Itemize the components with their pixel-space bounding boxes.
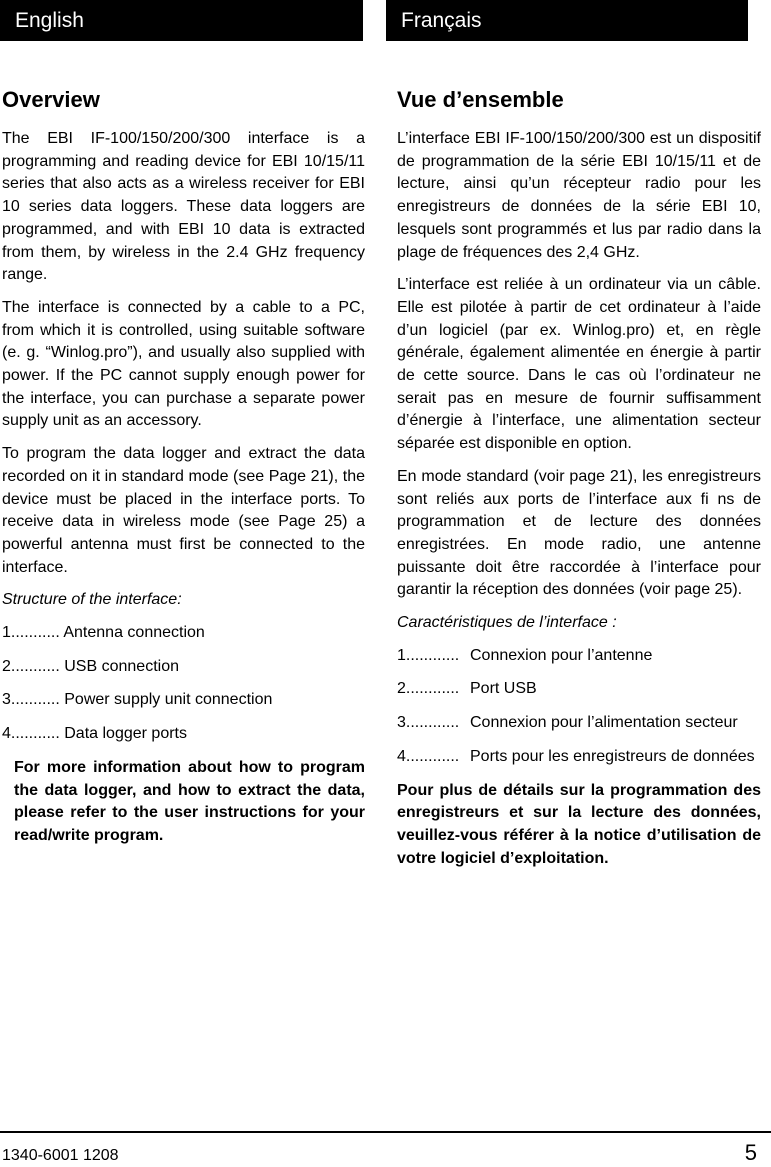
part-number: 2............: [397, 680, 460, 698]
footer-document-code: 1340-6001 1208: [2, 1147, 119, 1164]
part-label: Port USB: [470, 680, 537, 698]
part-label: Ports pour les enregistreurs de données: [470, 747, 755, 765]
page-number: 5: [744, 1140, 757, 1165]
french-column: [397, 86, 761, 880]
part-label: Power supply unit connection: [64, 691, 273, 709]
part-number: 2...........: [2, 657, 60, 675]
part-number: 1...........: [2, 624, 60, 642]
english-paragraph-1: The EBI IF-100/150/200/300 interface is a programming and reading device for EBI 10/15/11 series that also acts as a wireless receiver for EBI 10 series data loggers. These data loggers are programmed, and with EBI 10 data is extracted from them, by wireless in the 2.4 GHz frequency range.: [2, 130, 365, 284]
english-paragraph-3: To program the data logger and extract the data recorded on it in standard mode (see Page 21), the device must be placed in the interface ports. To receive data in wireless mode (see Page 25) a powerful antenna must first be connected to the interface.: [2, 445, 365, 576]
french-part-item: [397, 678, 761, 701]
part-number: 4...........: [2, 725, 60, 743]
part-label: USB connection: [64, 657, 179, 675]
english-language-tab: English: [0, 0, 363, 41]
french-paragraph-1: L’interface EBI IF-100/150/200/300 est un dispositif de programmation de la série EBI 10/15/11 et de lecture, ainsi qu’un récepteur radio pour les enregistreurs de données de la série EBI 10, lesquels sont programmés et lus par radio dans la plage de fréquences des 2,4 GHz.: [397, 130, 761, 261]
part-label: Data logger ports: [64, 725, 187, 743]
french-paragraph-3: En mode standard (voir page 21), les enregistreurs sont reliés aux ports de l’interface aux fi ns de programmation et de lecture des données enregistrées. En mode radio, une antenne puissante doit être raccordée à l’interface pour garantir la réception des données (voir page 25).: [397, 467, 761, 599]
english-title: Overview: [2, 87, 100, 112]
english-part-item: [2, 689, 365, 712]
part-label: Antenna connection: [63, 624, 205, 642]
part-number: 3............: [397, 714, 460, 732]
french-structure-caption: Caractéristiques de l’interface :: [397, 614, 617, 632]
english-column: [2, 86, 365, 858]
french-part-item: [397, 746, 761, 769]
english-part-item: [2, 723, 365, 746]
part-label: Connexion pour l’antenne: [470, 646, 653, 664]
french-parts-list: [397, 645, 761, 769]
french-paragraph-2: L’interface est reliée à un ordinateur via un câble. Elle est pilotée à partir de cet ordinateur à l’aide d’un logiciel (par ex. Winlog.pro) et, en règle générale, également alimentée en énergie à partir de cette source. Dans le cas où l’ordinateur ne serait pas en mesure de fournir suffisamment d’énergie à l’interface, une alimentation secteur séparée est disponible en option.: [397, 276, 761, 453]
english-note: For more information about how to program the data logger, and how to extract the data, please refer to the user instructions for your read/write program.: [14, 758, 365, 844]
french-part-item: [397, 712, 761, 735]
part-number: 4............: [397, 747, 460, 765]
french-note: Pour plus de détails sur la programmation des enregistreurs et sur la lecture des données, veuillez-vous référer à la notice d’utilisation de votre logiciel d’exploitation.: [397, 781, 761, 867]
english-structure-caption: Structure of the interface:: [2, 591, 182, 609]
footer-divider: [0, 1131, 771, 1133]
english-paragraph-2: The interface is connected by a cable to a PC, from which it is controlled, using suitable software (e. g. “Winlog.pro”), and usually also supplied with power. If the PC cannot supply enough power for the interface, you can purchase a separate power supply unit as an accessory.: [2, 298, 365, 430]
french-language-tab: Français: [386, 0, 748, 41]
english-parts-list: [2, 622, 365, 746]
english-part-item: [2, 622, 365, 645]
english-part-item: [2, 656, 365, 679]
french-part-item: [397, 645, 761, 668]
part-label: Connexion pour l’alimentation secteur: [470, 714, 738, 732]
part-number: 3...........: [2, 691, 60, 709]
part-number: 1............: [397, 646, 460, 664]
french-title: Vue d’ensemble: [397, 87, 564, 112]
